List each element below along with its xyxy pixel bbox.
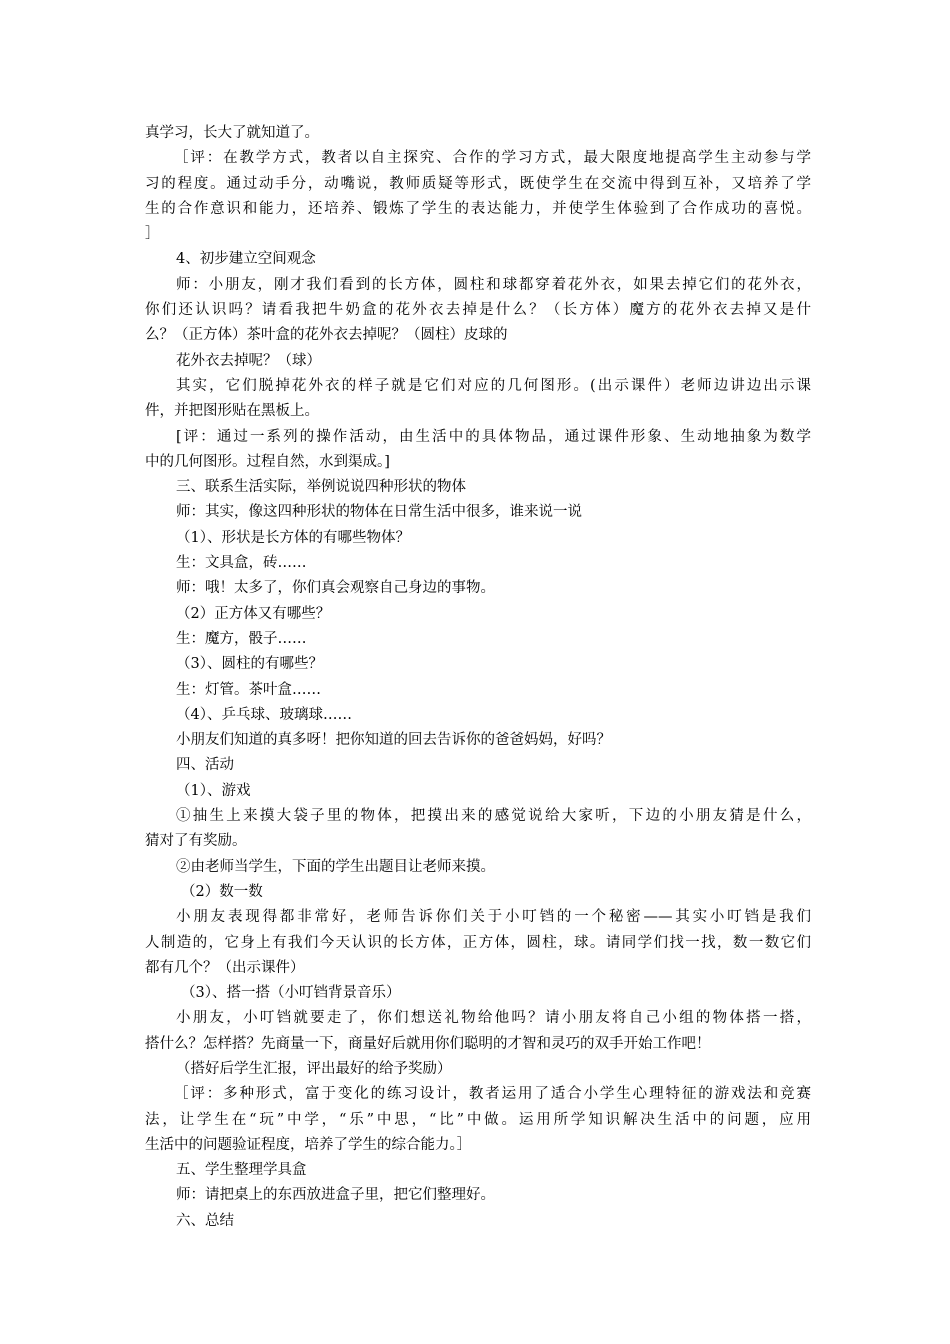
text-line: 生：文具盒，砖…… <box>176 555 307 572</box>
text-line: （搭好后学生汇报，评出最好的给予奖励） <box>176 1060 452 1077</box>
section-heading: 六、总结 <box>176 1212 234 1229</box>
text-line: 其实，它们脱掉花外衣的样子就是它们对应的几何图形。(出示课件）老师边讲边出示课 <box>176 377 811 394</box>
text-line: 花外衣去掉呢？（球） <box>176 352 321 369</box>
text-line: 都有几个？（出示课件） <box>145 959 305 976</box>
text-line: 师：其实，像这四种形状的物体在日常生活中很多，谁来说一说 <box>176 504 582 521</box>
text-line: 师：小朋友，刚才我们看到的长方体，圆柱和球都穿着花外衣，如果去掉它们的花外衣， <box>176 276 811 293</box>
text-line: 生活中的问题验证程度，培养了学生的综合能力。］ <box>145 1136 472 1153</box>
text-line: 法，让学生在“玩”中学，“乐”中思，“比”中做。运用所学知识解决生活中的问题，应用 <box>145 1111 811 1128</box>
text-line: 么？（正方体）茶叶盒的花外衣去掉呢？（圆柱）皮球的 <box>145 327 508 344</box>
text-line: 习的程度。通过动手分，动嘴说，教师质疑等形式，既使学生在交流中得到互补，又培养了学 <box>145 175 811 192</box>
section-heading: 三、联系生活实际，举例说说四种形状的物体 <box>176 479 466 496</box>
text-line: 件，并把图形贴在黑板上。 <box>145 403 319 420</box>
text-line: 生：灯管。茶叶盒…… <box>176 681 321 698</box>
text-line: 生：魔方，骰子…… <box>176 630 307 647</box>
section-heading: 五、学生整理学具盒 <box>176 1162 307 1179</box>
text-line: （4）、乒乓球、玻璃球…… <box>176 706 352 723</box>
text-line: （1）、形状是长方体的有哪些物体？ <box>176 529 410 546</box>
document-body <box>145 121 811 1234</box>
text-line: 猜对了有奖励。 <box>145 833 247 850</box>
text-line: [评：通过一系列的操作活动，由生活中的具体物品，通过课件形象、生动地抽象为数学 <box>176 428 811 445</box>
text-line: （1）、游戏 <box>176 782 251 799</box>
section-heading: 四、活动 <box>176 757 234 774</box>
text-line: （3）、搭一搭（小叮铛背景音乐） <box>181 985 401 1002</box>
text-line: 人制造的，它身上有我们今天认识的长方体，正方体，圆柱，球。请同学们找一找，数一数它们 <box>145 934 811 951</box>
text-line: 中的几何图形。过程自然，水到渠成。] <box>145 453 390 470</box>
text-line: 师：哦！太多了，你们真会观察自己身边的事物。 <box>176 580 495 597</box>
text-line: ［评：多种形式，富于变化的练习设计，教者运用了适合小学生心理特征的游戏法和竞赛 <box>174 1086 811 1103</box>
text-line: （2）数一数 <box>181 883 263 900</box>
text-line: （3）、圆柱的有哪些？ <box>176 656 323 673</box>
text-line: 师：请把桌上的东西放进盒子里，把它们整理好。 <box>176 1187 495 1204</box>
text-line: （2）正方体又有哪些？ <box>176 605 331 622</box>
text-line: 生的合作意识和能力，还培养、锻炼了学生的表达能力，并使学生体验到了合作成功的喜悦。 <box>145 200 811 217</box>
text-line: ①抽生上来摸大袋子里的物体，把摸出来的感觉说给大家听，下边的小朋友猜是什么， <box>176 808 811 825</box>
text-line: 真学习，长大了就知道了。 <box>145 125 319 141</box>
text-line: 小朋友们知道的真多呀！把你知道的回去告诉你的爸爸妈妈，好吗？ <box>176 732 611 749</box>
text-line: 你们还认识吗？请看我把牛奶盒的花外衣去掉是什么？（长方体）魔方的花外衣去掉又是什 <box>145 302 811 319</box>
section-heading: 4、初步建立空间观念 <box>176 251 316 268</box>
text-line: ②由老师当学生，下面的学生出题目让老师来摸。 <box>176 858 495 875</box>
text-line: 小朋友，小叮铛就要走了，你们想送礼物给他吗？请小朋友将自己小组的物体搭一搭， <box>176 1010 811 1027</box>
text-line: ］ <box>145 226 160 243</box>
text-line: ［评：在教学方式，教者以自主探究、合作的学习方式，最大限度地提高学生主动参与学 <box>174 150 811 167</box>
text-line: 小朋友表现得都非常好，老师告诉你们关于小叮铛的一个秘密——其实小叮铛是我们 <box>176 909 811 926</box>
text-line: 搭什么？怎样搭？先商量一下，商量好后就用你们聪明的才智和灵巧的双手开始工作吧！ <box>145 1035 711 1052</box>
